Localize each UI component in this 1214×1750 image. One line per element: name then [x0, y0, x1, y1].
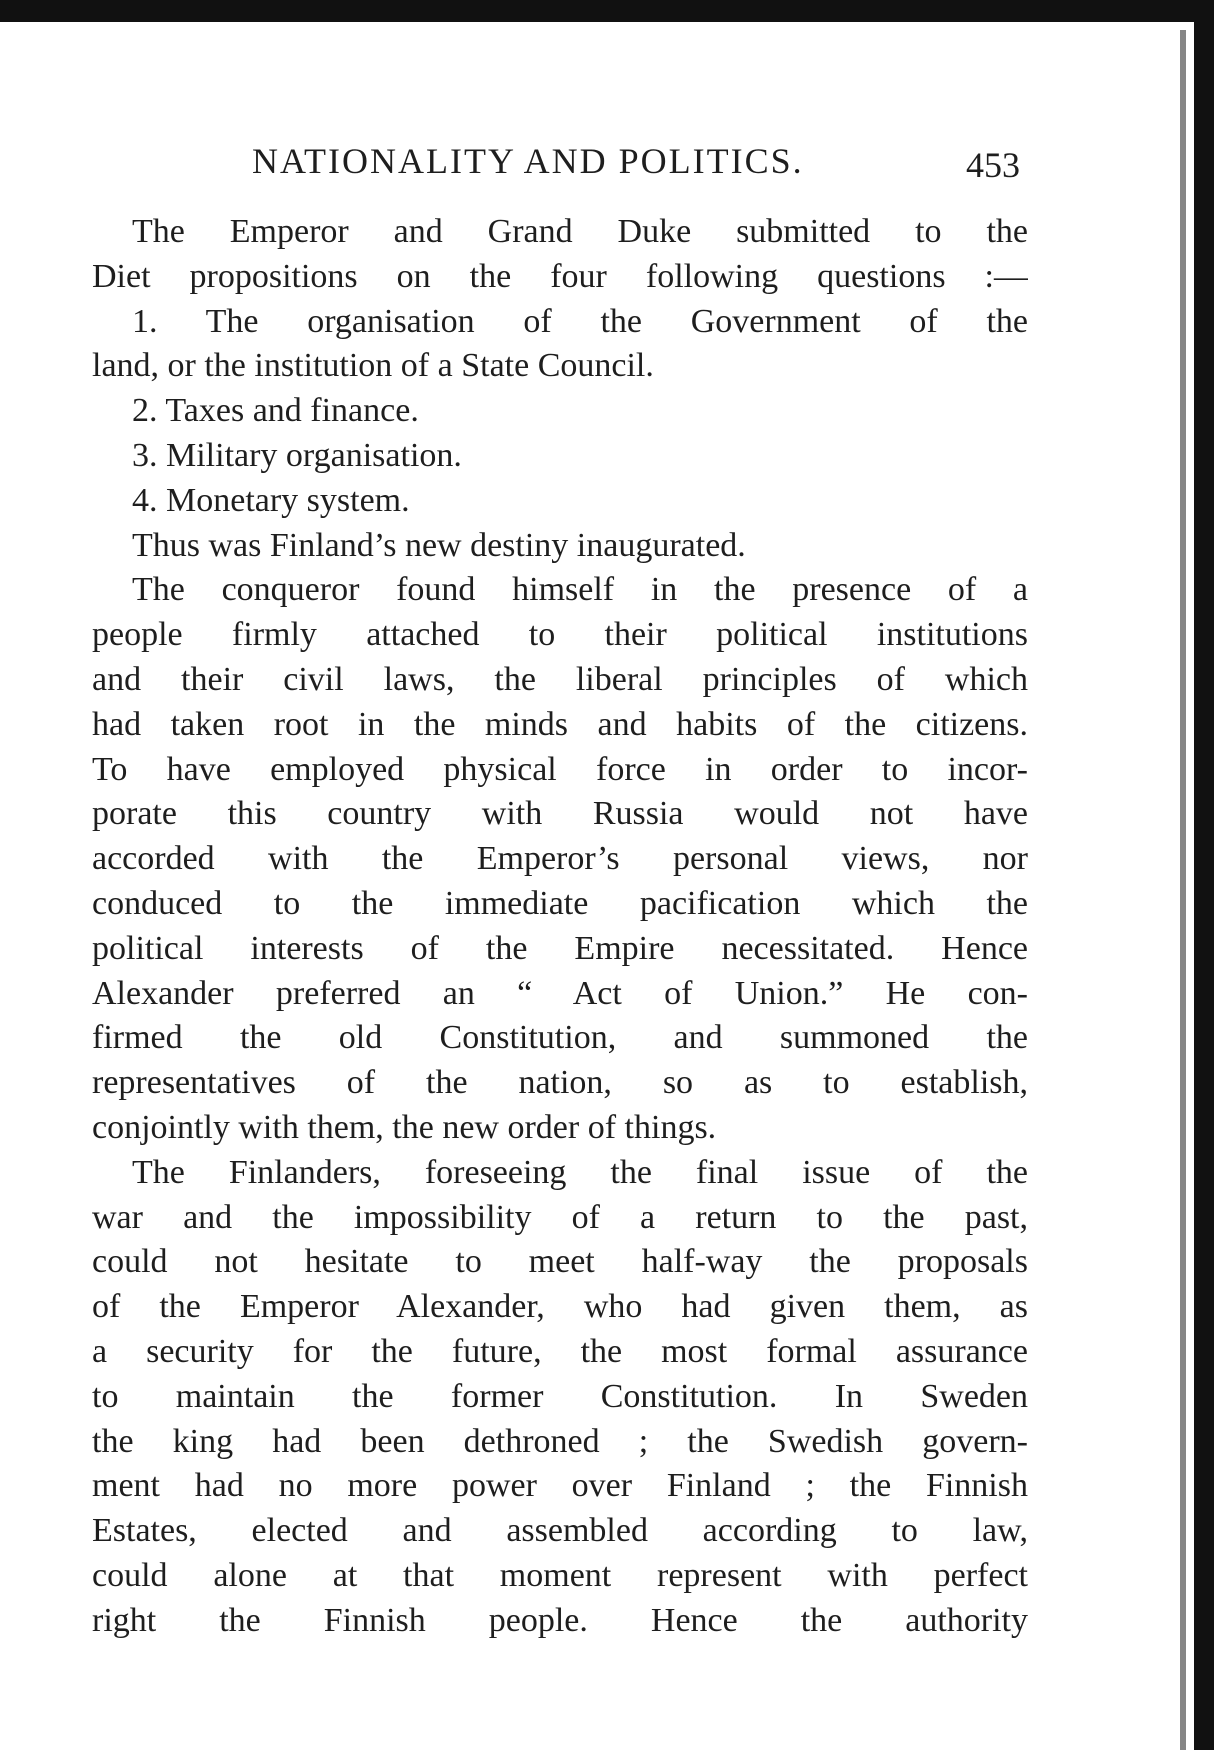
text-line: conduced to the immediate pacification which the [92, 884, 1028, 922]
body-text [92, 210, 1028, 1644]
text-line: the king had been dethroned ; the Swedish govern- [92, 1422, 1028, 1460]
text-line: The conqueror found himself in the presence of a [132, 571, 1028, 609]
text-line: had taken root in the minds and habits of the citizens. [92, 705, 1028, 743]
text-line: people firmly attached to their political institutions [92, 616, 1028, 654]
text-line: Estates, elected and assembled according to law, [92, 1512, 1028, 1550]
text-line: 1. The organisation of the Government of the [132, 302, 1028, 340]
text-line: a security for the future, the most formal assurance [92, 1332, 1028, 1370]
text-line: and their civil laws, the liberal principles of which [92, 660, 1028, 698]
text-line: ment had no more power over Finland ; the Finnish [92, 1467, 1028, 1505]
text-line: porate this country with Russia would not have [92, 795, 1028, 833]
text-line: right the Finnish people. Hence the authority [92, 1601, 1028, 1639]
scan-top-border [0, 0, 1214, 22]
running-head: NATIONALITY AND POLITICS. [252, 141, 804, 181]
text-line: firmed the old Constitution, and summoned the [92, 1019, 1028, 1057]
book-page [0, 22, 1180, 1750]
text-line: conjointly with them, the new order of things. [92, 1108, 717, 1146]
text-line: representatives of the nation, so as to establish, [92, 1064, 1028, 1102]
text-line: to maintain the former Constitution. In Sweden [92, 1377, 1028, 1415]
text-line: accorded with the Emperor’s personal views, nor [92, 840, 1028, 878]
text-line: To have employed physical force in order to incor- [92, 750, 1028, 788]
text-line: Alexander preferred an “ Act of Union.” He con- [92, 974, 1028, 1012]
text-line: The Emperor and Grand Duke submitted to the [132, 213, 1028, 250]
text-line: political interests of the Empire necessitated. Hence [92, 929, 1028, 967]
text-line: 2. Taxes and finance. [132, 392, 419, 430]
text-line: of the Emperor Alexander, who had given them, as [92, 1288, 1028, 1326]
text-line: could not hesitate to meet half-way the proposals [92, 1243, 1028, 1281]
text-line: Diet propositions on the four following questions :— [92, 257, 1028, 295]
text-line: Thus was Finland’s new destiny inaugurated. [132, 526, 746, 564]
scan-gutter-shadow [1180, 30, 1186, 1750]
text-line: The Finlanders, foreseeing the final issue of the [132, 1153, 1028, 1191]
text-line: 4. Monetary system. [132, 481, 410, 519]
text-line: land, or the institution of a State Council. [92, 347, 654, 385]
page-number: 453 [966, 145, 1020, 185]
text-line: war and the impossibility of a return to the past, [92, 1198, 1028, 1236]
text-line: could alone at that moment represent with perfect [92, 1556, 1028, 1594]
scan-right-border [1194, 22, 1214, 1750]
text-line: 3. Military organisation. [132, 436, 462, 474]
